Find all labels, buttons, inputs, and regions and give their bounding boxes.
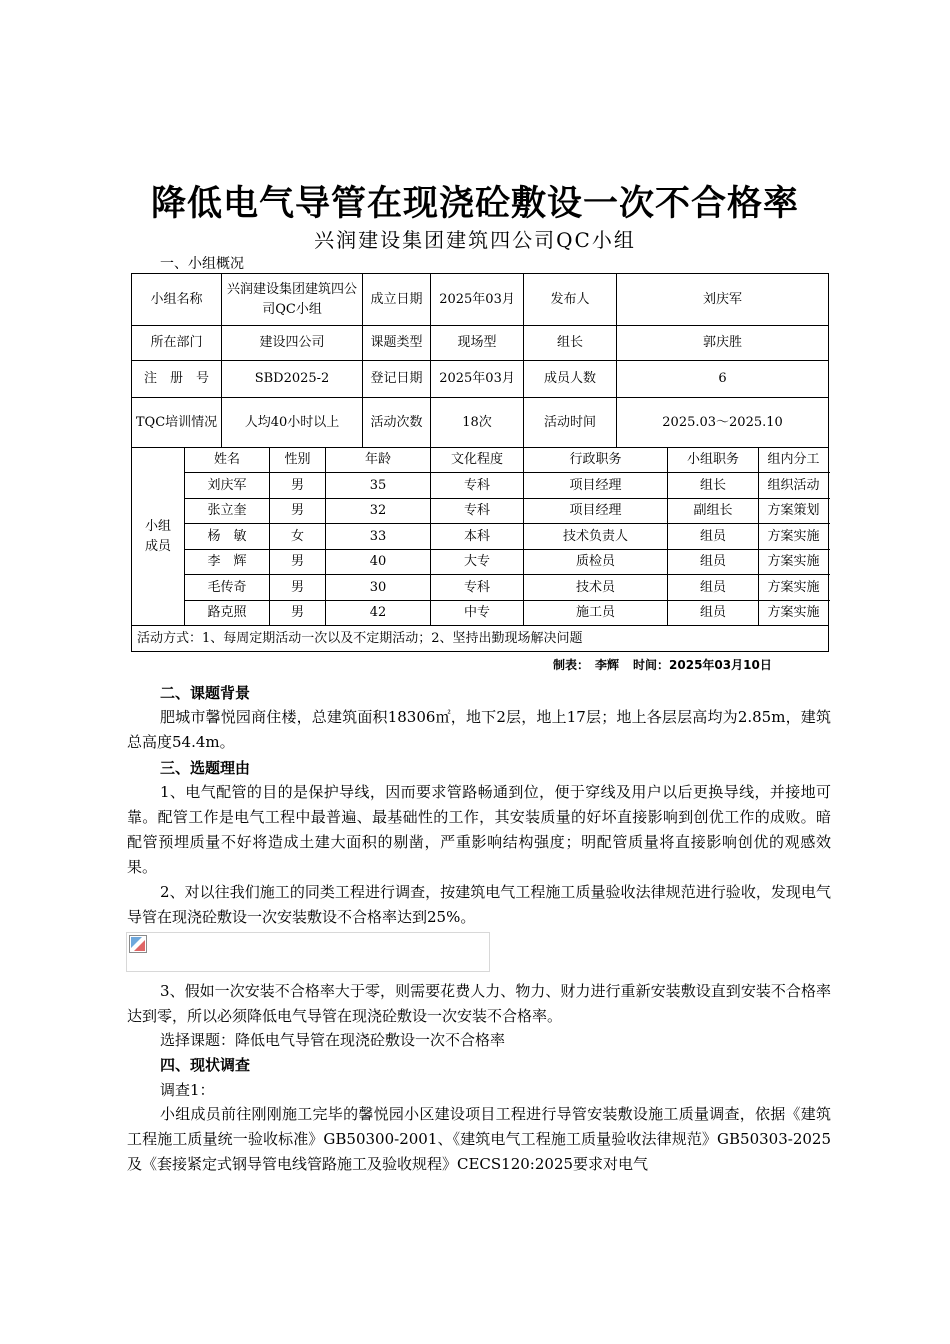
table-cell: 30 (326, 575, 431, 601)
members-label: 小组成员 (144, 518, 171, 554)
table-header-cell: 文化程度 (431, 448, 524, 473)
table-cell: 郭庆胜 (617, 326, 829, 361)
table-cell: 男 (270, 550, 326, 575)
table-row (132, 473, 829, 499)
survey-label: 调查1： (160, 1081, 215, 1099)
table-cell: 专科 (431, 499, 524, 524)
table-cell: 2025年03月 (431, 361, 524, 398)
table-row (132, 274, 829, 326)
table-row (132, 575, 829, 601)
table-cell: 张立奎 (185, 499, 270, 524)
section-1-heading: 一、小组概况 (160, 256, 244, 272)
section-4-heading: 四、现状调查 (160, 1056, 251, 1074)
document-subtitle: 兴润建设集团建筑四公司QC小组 (314, 228, 636, 252)
table-cell: 组员 (668, 524, 759, 550)
table-row (132, 499, 829, 524)
activity-cell: 活动方式：1、每周定期活动一次以及不定期活动；2、坚持出勤现场解决问题 (132, 626, 829, 652)
table-cell: 路克照 (185, 601, 270, 626)
table-cell: 现场型 (431, 326, 524, 361)
table-cell: 32 (326, 499, 431, 524)
table-cell: 专科 (431, 473, 524, 499)
table-header-cell: 年龄 (326, 448, 431, 473)
table-cell: 副组长 (668, 499, 759, 524)
table-cell: 33 (326, 524, 431, 550)
table-cell: 女 (270, 524, 326, 550)
table-cell: 40 (326, 550, 431, 575)
table-cell: 刘庆军 (617, 274, 829, 326)
broken-image-icon (129, 935, 147, 953)
reason-paragraph-2: 2、对以往我们施工的同类工程进行调查，按建筑电气工程施工质量验收法律规范进行验收，发现电气导管在现浇砼敷设一次安装敷设不合格率达到25%。 (127, 883, 831, 926)
table-cell: 6 (617, 361, 829, 398)
table-cell: 项目经理 (524, 473, 668, 499)
table-cell: 方案实施 (759, 524, 829, 550)
table-cell: 35 (326, 473, 431, 499)
table-cell: 技术员 (524, 575, 668, 601)
table-header-cell: 小组职务 (668, 448, 759, 473)
table-cell: 2025年03月 (431, 274, 524, 326)
maker-label: 制表： 李辉 (553, 658, 620, 672)
table-cell: 毛传奇 (185, 575, 270, 601)
table-cell: 男 (270, 575, 326, 601)
table-cell: 杨 敏 (185, 524, 270, 550)
table-cell: 兴润建设集团建筑四公司QC小组 (222, 274, 363, 326)
table-row (132, 550, 829, 575)
table-row (132, 448, 829, 473)
table-cell: 成员人数 (524, 361, 617, 398)
date-label: 时间：2025年03月10日 (633, 658, 772, 672)
table-cell: 18次 (431, 398, 524, 448)
table-row (132, 626, 829, 652)
table-header-cell: 性别 (270, 448, 326, 473)
table-cell: 组员 (668, 601, 759, 626)
table-cell: 项目经理 (524, 499, 668, 524)
table-cell: 男 (270, 601, 326, 626)
table-cell: 所在部门 (132, 326, 222, 361)
members-label-cell (132, 448, 185, 626)
table-cell: 男 (270, 499, 326, 524)
table-row (132, 326, 829, 361)
table-header-cell: 姓名 (185, 448, 270, 473)
table-cell: 大专 (431, 550, 524, 575)
table-cell: 本科 (431, 524, 524, 550)
table-cell: 登记日期 (363, 361, 431, 398)
reason-paragraph-3: 3、假如一次安装不合格率大于零，则需要花费人力、物力、财力进行重新安装敷设直到安装不合格率达到零，所以必须降低电气导管在现浇砼敷设一次安装不合格率。 (127, 982, 831, 1025)
table-row (132, 398, 829, 448)
table-cell: 课题类型 (363, 326, 431, 361)
section-2-text: 肥城市馨悦园商住楼，总建筑面积18306㎡，地下2层，地上17层；地上各层层高均为2.85m，建筑总高度54.4m。 (127, 708, 831, 751)
reason-paragraph-1: 1、电气配管的目的是保护导线，因而要求管路畅通到位，便于穿线及用户以后更换导线，并接地可靠。配管工作是电气工程中最普遍、最基础性的工作，其安装质量的好坏直接影响到创优工作的成败。暗配管预埋质量不好将造成土建大面积的剔凿，严重影响结构强度；明配管质量将直接影响创优的观感效果。 (127, 783, 831, 876)
table-cell: 方案策划 (759, 499, 829, 524)
table-cell: 小组名称 (132, 274, 222, 326)
table-cell: 注 册 号 (132, 361, 222, 398)
table-cell: 方案实施 (759, 550, 829, 575)
table-cell: 组员 (668, 575, 759, 601)
table-cell: 成立日期 (363, 274, 431, 326)
table-cell: 男 (270, 473, 326, 499)
table-cell: 2025.03～2025.10 (617, 398, 829, 448)
table-header-cell: 行政职务 (524, 448, 668, 473)
table-cell: 活动时间 (524, 398, 617, 448)
table-cell: 施工员 (524, 601, 668, 626)
table-cell: 42 (326, 601, 431, 626)
table-cell: 建设四公司 (222, 326, 363, 361)
table-cell: 中专 (431, 601, 524, 626)
table-cell: 方案实施 (759, 601, 829, 626)
table-row (132, 601, 829, 626)
table-cell: 组长 (668, 473, 759, 499)
document-title: 降低电气导管在现浇砼敷设一次不合格率 (150, 184, 799, 224)
table-cell: SBD2025-2 (222, 361, 363, 398)
image-placeholder (126, 932, 490, 972)
table-cell: 活动次数 (363, 398, 431, 448)
table-row (132, 524, 829, 550)
section-3-heading: 三、选题理由 (160, 759, 251, 777)
table-cell: 李 辉 (185, 550, 270, 575)
table-cell: TQC培训情况 (132, 398, 222, 448)
table-cell: 技术负责人 (524, 524, 668, 550)
table-cell: 方案实施 (759, 575, 829, 601)
table-cell: 组员 (668, 550, 759, 575)
section-2-heading: 二、课题背景 (160, 684, 251, 702)
group-info-table (131, 273, 829, 652)
table-cell: 组织活动 (759, 473, 829, 499)
table-cell: 专科 (431, 575, 524, 601)
table-cell: 发布人 (524, 274, 617, 326)
table-header-cell: 组内分工 (759, 448, 829, 473)
table-cell: 人均40小时以上 (222, 398, 363, 448)
table-cell: 质检员 (524, 550, 668, 575)
survey-paragraph: 小组成员前往刚刚施工完毕的馨悦园小区建设项目工程进行导管安装敷设施工质量调查，依据《建筑工程施工质量统一验收标准》GB50300-2001、《建筑电气工程施工质量验收法律规范》GB50303-2025及《套接紧定式钢导管电线管路施工及验收规程》CECS120:2025要求对电气 (127, 1105, 831, 1173)
table-cell: 刘庆军 (185, 473, 270, 499)
table-cell: 组长 (524, 326, 617, 361)
table-footer-note (553, 656, 786, 673)
table-row (132, 361, 829, 398)
topic-choice: 选择课题：降低电气导管在现浇砼敷设一次不合格率 (160, 1031, 506, 1049)
